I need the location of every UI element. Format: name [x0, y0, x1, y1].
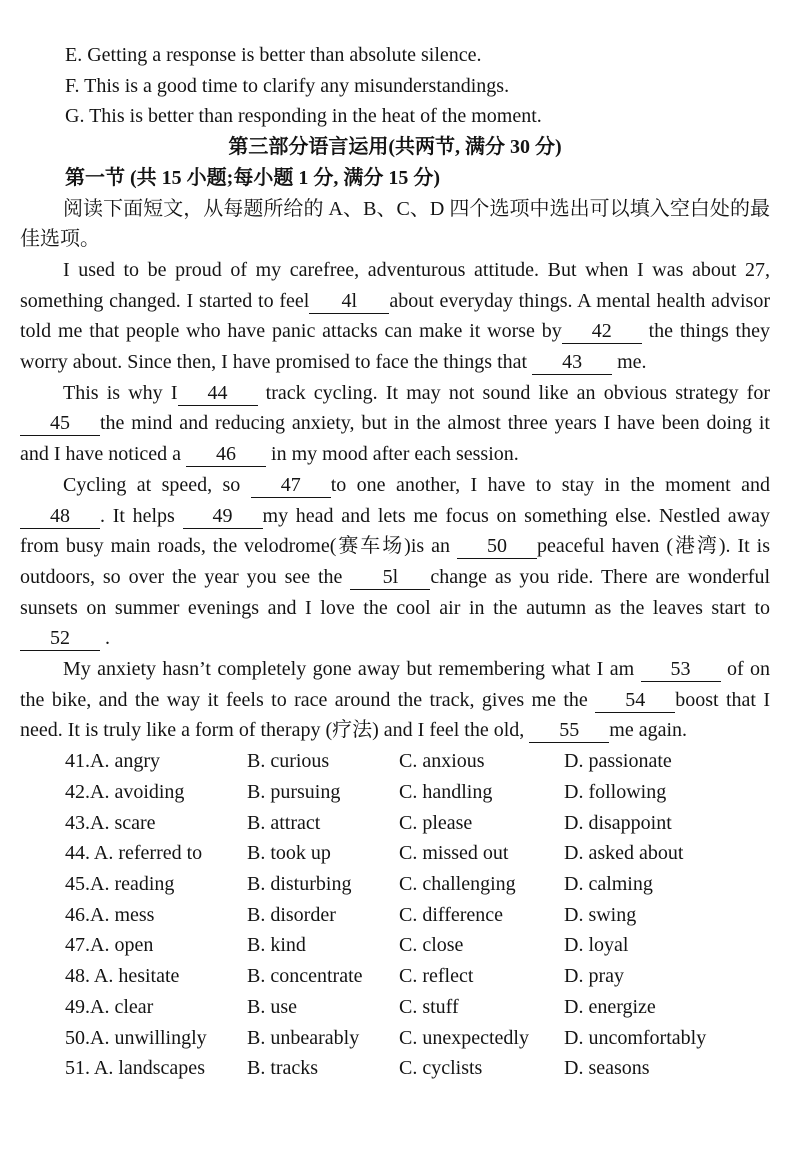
option-cell: D. seasons: [564, 1057, 650, 1080]
option-cell: C. close: [399, 934, 464, 957]
question-row: [65, 869, 770, 900]
option-cell: 45.A. reading: [65, 872, 175, 895]
cloze-blank: 53: [641, 657, 721, 682]
question-row: [65, 746, 770, 777]
option-cell: 47.A. open: [65, 934, 154, 957]
option-cell: 50.A. unwillingly: [65, 1026, 207, 1049]
option-cell: 49.A. clear: [65, 995, 154, 1018]
cloze-blank: 45: [20, 411, 100, 436]
cloze-blank: 46: [186, 442, 266, 467]
question-row: [65, 838, 770, 869]
option-cell: B. pursuing: [247, 780, 341, 803]
option-cell: C. difference: [399, 903, 504, 926]
option-cell: C. please: [399, 811, 473, 834]
option-cell: D. pray: [564, 965, 624, 988]
choice-option-line: E. Getting a response is better than absolute silence.: [65, 44, 482, 66]
passage-paragraph: My anxiety hasn’t completely gone away but remembering what I am 53 of on the bike, and the way it feels to race around the track, gives me the 54 boost that I need. It is truly like a form of therapy (疗法) and I feel the old, 55 me again.: [20, 658, 770, 742]
option-cell: D. disappoint: [564, 811, 672, 834]
question-row: [65, 1023, 770, 1054]
option-cell: D. calming: [564, 872, 653, 895]
option-cell: B. unbearably: [247, 1026, 360, 1049]
answer-choice-list: [20, 40, 770, 132]
instructions-text: 阅读下面短文，从每题所给的 A、B、C、D 四个选项中选出可以填入空白处的最佳选项。: [20, 197, 770, 251]
option-cell: B. concentrate: [247, 965, 363, 988]
option-cell: D. uncomfortably: [564, 1026, 707, 1049]
cloze-blank: 55: [529, 718, 609, 743]
passage-paragraph: This is why I 44 track cycling. It may not sound like an obvious strategy for 45 the mind and reducing anxiety, but in the almost three years I have been doing it and I have noticed a 46 in my mood after each session.: [20, 381, 770, 466]
option-cell: 48. A. hesitate: [65, 965, 180, 988]
option-cell: C. reflect: [399, 965, 474, 988]
cloze-blank: 48: [20, 504, 100, 529]
question-row: [65, 808, 770, 839]
option-cell: D. swing: [564, 903, 637, 926]
option-cell: C. anxious: [399, 750, 485, 773]
cloze-blank: 54: [595, 688, 675, 713]
cloze-blank: 44: [178, 381, 258, 406]
cloze-blank: 49: [183, 504, 263, 529]
choice-option-line: F. This is a good time to clarify any misunderstandings.: [65, 74, 510, 97]
option-cell: C. handling: [399, 780, 493, 803]
option-cell: D. following: [564, 780, 667, 803]
option-cell: D. loyal: [564, 934, 629, 957]
cloze-passage: [20, 255, 770, 746]
option-cell: 51. A. landscapes: [65, 1057, 205, 1080]
option-cell: 42.A. avoiding: [65, 780, 185, 803]
option-cell: C. unexpectedly: [399, 1026, 529, 1049]
option-cell: C. cyclists: [399, 1057, 483, 1080]
option-cell: B. kind: [247, 934, 306, 957]
cloze-blank: 47: [251, 473, 331, 498]
passage-paragraph: Cycling at speed, so 47 to one another, I have to stay in the moment and 48 . It helps 49 my head and lets me focus on something else. Nestled away from busy main roads, the velodrome(赛车场)is an 50 peaceful haven (港湾). It is outdoors, so over the year you see the 5l change as you ride. There are wonderful sunsets on summer evenings and I love the cool air in the autumn as the leaves start to 52 .: [20, 473, 771, 650]
question-list: [20, 746, 770, 1084]
question-row: [65, 1053, 770, 1084]
option-cell: B. curious: [247, 750, 330, 773]
option-cell: 46.A. mess: [65, 903, 155, 926]
cloze-blank: 50: [457, 534, 537, 559]
cloze-blank: 52: [20, 626, 100, 651]
cloze-blank: 42: [562, 319, 642, 344]
option-cell: B. attract: [247, 811, 321, 834]
section-heading: 第三部分语言运用(共两节, 满分 30 分): [228, 136, 562, 159]
cloze-blank: 43: [532, 350, 612, 375]
passage-paragraph: I used to be proud of my carefree, adventurous attitude. But when I was about 27, something changed. I started to feel 4l about everyday things. A mental health advisor told me that people who have panic attacks can make it worse by 42 the things they worry about. Since then, I have promised to face the things that 43 me.: [20, 258, 770, 374]
option-cell: D. energize: [564, 995, 656, 1018]
option-cell: B. use: [247, 995, 297, 1018]
subsection-heading: 第一节 (共 15 小题;每小题 1 分, 满分 15 分): [65, 166, 440, 189]
option-cell: C. missed out: [399, 842, 509, 865]
question-row: [65, 961, 770, 992]
option-cell: B. tracks: [247, 1057, 319, 1080]
option-cell: C. challenging: [399, 872, 516, 895]
option-cell: D. passionate: [564, 750, 672, 773]
option-cell: B. disturbing: [247, 872, 352, 895]
option-cell: B. disorder: [247, 903, 336, 926]
question-row: [65, 777, 770, 808]
question-row: [65, 992, 770, 1023]
cloze-blank: 4l: [309, 289, 389, 314]
question-row: [65, 930, 770, 961]
option-cell: 44. A. referred to: [65, 842, 203, 865]
question-row: [65, 900, 770, 931]
option-cell: 41.A. angry: [65, 750, 160, 773]
option-cell: 43.A. scare: [65, 811, 156, 834]
option-cell: C. stuff: [399, 995, 459, 1018]
cloze-blank: 5l: [350, 565, 430, 590]
option-cell: B. took up: [247, 842, 331, 865]
option-cell: D. asked about: [564, 842, 684, 865]
choice-option-line: G. This is better than responding in the heat of the moment.: [65, 105, 542, 128]
